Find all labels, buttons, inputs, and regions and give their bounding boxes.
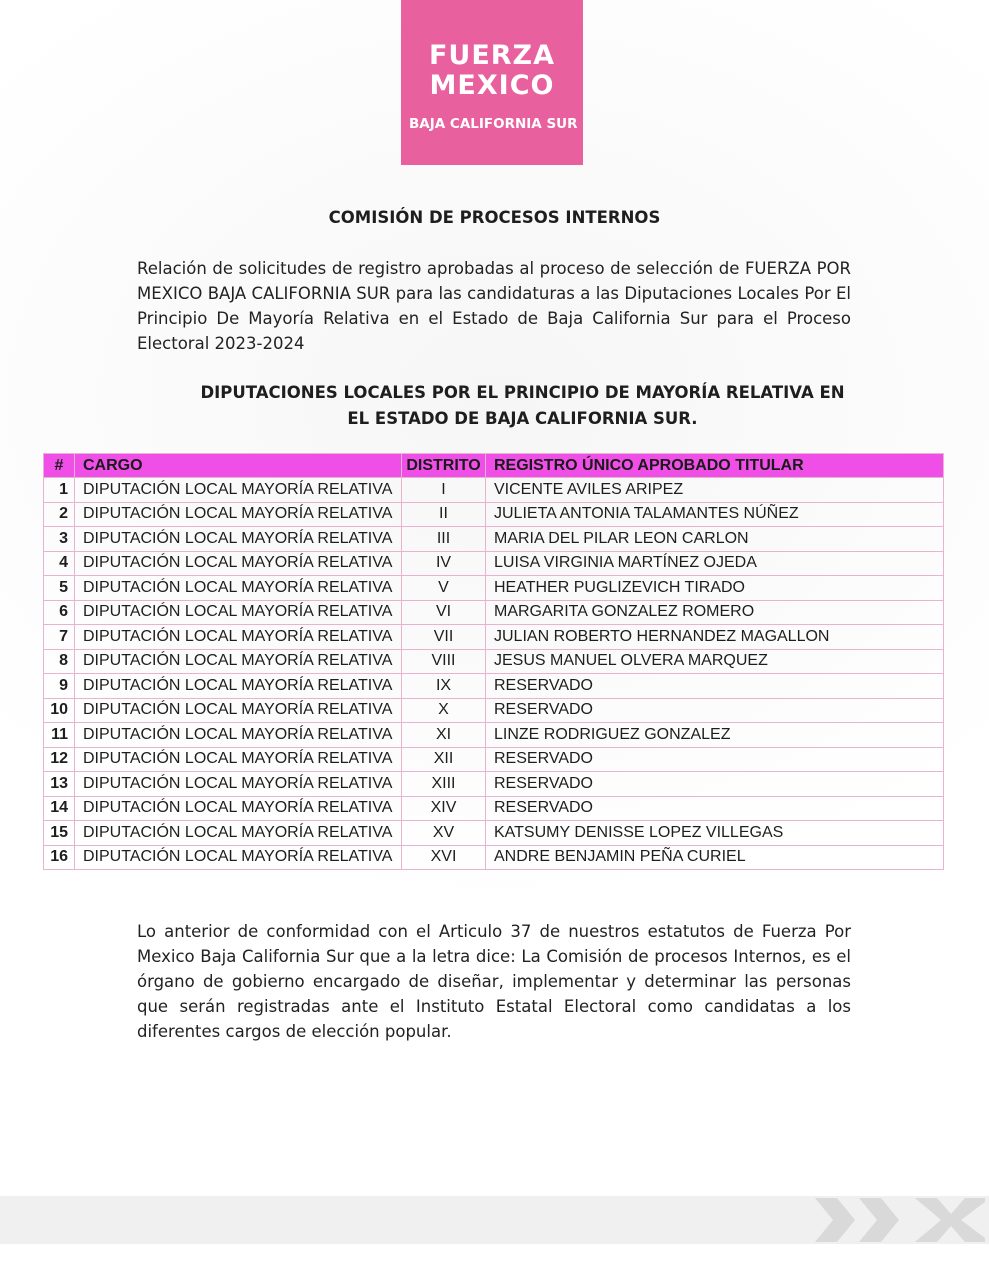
row-cargo: DIPUTACIÓN LOCAL MAYORÍA RELATIVA <box>75 723 402 748</box>
row-distrito: IV <box>402 551 486 576</box>
row-cargo: DIPUTACIÓN LOCAL MAYORÍA RELATIVA <box>75 502 402 527</box>
section-heading-line2: EL ESTADO DE BAJA CALIFORNIA SUR. <box>347 409 698 428</box>
logo-line2: MEXICO <box>429 70 555 101</box>
row-distrito: XV <box>402 821 486 846</box>
row-distrito: II <box>402 502 486 527</box>
row-registro: LINZE RODRIGUEZ GONZALEZ <box>486 723 944 748</box>
table-row <box>44 478 944 503</box>
row-distrito: IX <box>402 674 486 699</box>
row-cargo: DIPUTACIÓN LOCAL MAYORÍA RELATIVA <box>75 551 402 576</box>
table-row <box>44 625 944 650</box>
row-registro: VICENTE AVILES ARIPEZ <box>486 478 944 503</box>
column-header-distrito: DISTRITO <box>402 454 486 478</box>
table-row <box>44 772 944 797</box>
table-row <box>44 747 944 772</box>
row-distrito: XII <box>402 747 486 772</box>
row-number: 1 <box>44 478 75 503</box>
row-registro: RESERVADO <box>486 772 944 797</box>
row-number: 4 <box>44 551 75 576</box>
row-cargo: DIPUTACIÓN LOCAL MAYORÍA RELATIVA <box>75 478 402 503</box>
row-registro: MARGARITA GONZALEZ ROMERO <box>486 600 944 625</box>
party-logo <box>401 0 583 165</box>
row-registro: MARIA DEL PILAR LEON CARLON <box>486 527 944 552</box>
row-number: 14 <box>44 796 75 821</box>
row-number: 10 <box>44 698 75 723</box>
table-header-row <box>44 454 944 478</box>
row-number: 13 <box>44 772 75 797</box>
column-header-registro: REGISTRO ÚNICO APROBADO TITULAR <box>486 454 944 478</box>
row-cargo: DIPUTACIÓN LOCAL MAYORÍA RELATIVA <box>75 625 402 650</box>
table-row <box>44 502 944 527</box>
table-row <box>44 821 944 846</box>
row-number: 6 <box>44 600 75 625</box>
fuerza-mexico-chevrons-icon <box>815 1194 985 1246</box>
row-registro: HEATHER PUGLIZEVICH TIRADO <box>486 576 944 601</box>
section-heading-line1: DIPUTACIONES LOCALES POR EL PRINCIPIO DE MAYORÍA RELATIVA EN <box>200 383 845 402</box>
row-registro: LUISA VIRGINIA MARTÍNEZ OJEDA <box>486 551 944 576</box>
section-heading <box>150 380 895 432</box>
row-cargo: DIPUTACIÓN LOCAL MAYORÍA RELATIVA <box>75 747 402 772</box>
row-registro: ANDRE BENJAMIN PEÑA CURIEL <box>486 845 944 870</box>
page-title: COMISIÓN DE PROCESOS INTERNOS <box>328 208 661 227</box>
row-distrito: XIII <box>402 772 486 797</box>
row-number: 5 <box>44 576 75 601</box>
table-row <box>44 527 944 552</box>
row-number: 2 <box>44 502 75 527</box>
row-distrito: VII <box>402 625 486 650</box>
row-cargo: DIPUTACIÓN LOCAL MAYORÍA RELATIVA <box>75 576 402 601</box>
row-number: 16 <box>44 845 75 870</box>
row-registro: JESUS MANUEL OLVERA MARQUEZ <box>486 649 944 674</box>
intro-paragraph: Relación de solicitudes de registro aprobadas al proceso de selección de FUERZA POR MEXICO BAJA CALIFORNIA SUR para las candidaturas a las Diputaciones Locales Por El Principio De Mayoría Relativa en el Estado de Baja California Sur para el Proceso Electoral 2023-2024 <box>137 259 851 353</box>
table-row <box>44 796 944 821</box>
table-row <box>44 674 944 699</box>
row-number: 7 <box>44 625 75 650</box>
row-registro: RESERVADO <box>486 796 944 821</box>
row-registro: JULIAN ROBERTO HERNANDEZ MAGALLON <box>486 625 944 650</box>
table-row <box>44 576 944 601</box>
table-row <box>44 723 944 748</box>
row-cargo: DIPUTACIÓN LOCAL MAYORÍA RELATIVA <box>75 698 402 723</box>
row-cargo: DIPUTACIÓN LOCAL MAYORÍA RELATIVA <box>75 674 402 699</box>
column-header-cargo: CARGO <box>75 454 402 478</box>
row-distrito: XI <box>402 723 486 748</box>
logo-line1: FUERZA <box>428 40 556 71</box>
row-distrito: V <box>402 576 486 601</box>
column-header-number: # <box>44 454 75 478</box>
row-distrito: III <box>402 527 486 552</box>
table-row <box>44 551 944 576</box>
row-registro: KATSUMY DENISSE LOPEZ VILLEGAS <box>486 821 944 846</box>
row-number: 15 <box>44 821 75 846</box>
row-distrito: VI <box>402 600 486 625</box>
row-number: 12 <box>44 747 75 772</box>
row-registro: RESERVADO <box>486 674 944 699</box>
table-body <box>44 478 944 870</box>
row-cargo: DIPUTACIÓN LOCAL MAYORÍA RELATIVA <box>75 649 402 674</box>
row-cargo: DIPUTACIÓN LOCAL MAYORÍA RELATIVA <box>75 600 402 625</box>
row-registro: RESERVADO <box>486 747 944 772</box>
row-registro: JULIETA ANTONIA TALAMANTES NÚÑEZ <box>486 502 944 527</box>
row-cargo: DIPUTACIÓN LOCAL MAYORÍA RELATIVA <box>75 796 402 821</box>
row-number: 8 <box>44 649 75 674</box>
row-cargo: DIPUTACIÓN LOCAL MAYORÍA RELATIVA <box>75 821 402 846</box>
candidates-table <box>43 453 944 870</box>
row-cargo: DIPUTACIÓN LOCAL MAYORÍA RELATIVA <box>75 772 402 797</box>
row-cargo: DIPUTACIÓN LOCAL MAYORÍA RELATIVA <box>75 527 402 552</box>
table-row <box>44 600 944 625</box>
row-distrito: I <box>402 478 486 503</box>
row-distrito: XIV <box>402 796 486 821</box>
row-number: 3 <box>44 527 75 552</box>
closing-paragraph: Lo anterior de conformidad con el Articulo 37 de nuestros estatutos de Fuerza Por Mexico Baja California Sur que a la letra dice: La Comisión de procesos Internos, es el órgano de gobierno encargado de diseñar, implementar y determinar las personas que serán registradas ante el Instituto Estatal Electoral como candidatas a los diferentes cargos de elección popular. <box>137 922 851 1041</box>
row-distrito: X <box>402 698 486 723</box>
table-row <box>44 698 944 723</box>
table-row <box>44 649 944 674</box>
row-registro: RESERVADO <box>486 698 944 723</box>
row-distrito: XVI <box>402 845 486 870</box>
row-number: 9 <box>44 674 75 699</box>
row-distrito: VIII <box>402 649 486 674</box>
row-number: 11 <box>44 723 75 748</box>
row-cargo: DIPUTACIÓN LOCAL MAYORÍA RELATIVA <box>75 845 402 870</box>
table-row <box>44 845 944 870</box>
logo-subtitle: BAJA CALIFORNIA SUR <box>409 116 578 132</box>
